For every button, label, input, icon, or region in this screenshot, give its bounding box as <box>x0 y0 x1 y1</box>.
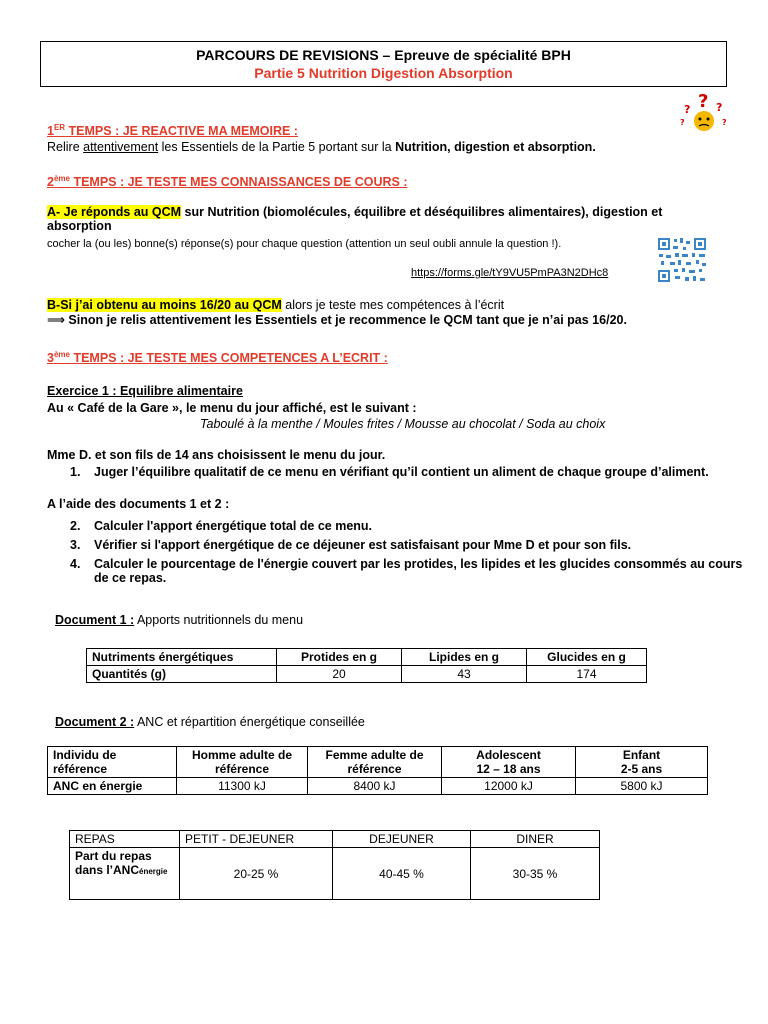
time2-heading: 2ème TEMPS : JE TESTE MES CONNAISSANCES DE COURS : <box>47 174 408 190</box>
docs-intro: A l’aide des documents 1 et 2 : <box>47 497 230 511</box>
time1-instruction: Relire attentivement les Essentiels de la Partie 5 portant sur la Nutrition, digestion et absorption. <box>47 140 596 154</box>
qcm-note: cocher la (ou les) bonne(s) réponse(s) pour chaque question (attention un seul oubli annule la question !). <box>47 238 562 250</box>
question-4: 4. Calculer le pourcentage de l'énergie couvert par les protides, les lipides et les glucides consommés au cours de ce repas. <box>70 557 743 585</box>
title-box <box>40 41 727 87</box>
exercise-intro: Au « Café de la Gare », le menu du jour affiché, est le suivant : <box>47 401 417 415</box>
exercise-context: Mme D. et son fils de 14 ans choisissent le menu du jour. <box>47 448 386 462</box>
table-row: REPAS PETIT - DEJEUNER DEJEUNER DINER <box>70 831 600 848</box>
table-row: ANC en énergie 11300 kJ 8400 kJ 12000 kJ 5800 kJ <box>48 778 708 795</box>
doc2-table <box>47 746 708 795</box>
time1-heading: 1ER TEMPS : JE REACTIVE MA MEMOIRE : <box>47 123 298 139</box>
qcm-followup: B-Si j’ai obtenu au moins 16/20 au QCM alors je teste mes compétences à l’écrit ⟹ Sinon je relis attentivement les Essentiels et je recommence le QCM tant que je n’ai pas 16/20. <box>47 298 627 327</box>
doc2-caption: Document 2 : ANC et répartition énergétique conseillée <box>55 715 365 729</box>
question-1: 1. Juger l’équilibre qualitatif de ce menu en vérifiant qu’il contient un aliment de chaque groupe d’aliment. <box>70 465 709 479</box>
svg-text:?: ? <box>716 101 723 114</box>
confused-emoji-icon <box>678 89 730 135</box>
qcm-instruction: A- Je réponds au QCM sur Nutrition (biomolécules, équilibre et déséquilibres alimentaires), digestion et absorption <box>47 205 663 233</box>
table-row: Nutriments énergétiques Protides en g Lipides en g Glucides en g <box>87 649 647 666</box>
time3-heading: 3ème TEMPS : JE TESTE MES COMPETENCES A L’ECRIT : <box>47 350 388 366</box>
svg-text:?: ? <box>722 118 727 127</box>
table-row: Part du repas dans l’ANCénergie 20-25 % 40-45 % 30-35 % <box>70 848 600 900</box>
question-3: 3. Vérifier si l'apport énergétique de ce déjeuner est satisfaisant pour Mme D et pour son fils. <box>70 538 632 552</box>
table-row: Quantités (g) 20 43 174 <box>87 666 647 683</box>
arrow-icon: ⟹ <box>47 313 65 327</box>
doc1-caption: Document 1 : Apports nutritionnels du menu <box>55 613 304 627</box>
qcm-link[interactable]: https://forms.gle/tY9VU5PmPA3N2DHc8 <box>411 267 609 279</box>
question-2: 2. Calculer l'apport énergétique total de ce menu. <box>70 519 373 533</box>
exercise-menu: Taboulé à la menthe / Moules frites / Mousse au chocolat / Soda au choix <box>200 417 606 431</box>
meal-split-table <box>69 830 600 900</box>
svg-text:?: ? <box>698 91 709 112</box>
page-subtitle: Partie 5 Nutrition Digestion Absorption <box>254 65 513 81</box>
doc1-table <box>86 648 647 683</box>
qr-code-icon <box>656 236 708 284</box>
table-row: Individu de référence Homme adulte de référence Femme adulte de référence Adolescent 12 – 18 ans Enfant 2-5 ans <box>48 747 708 778</box>
svg-text:?: ? <box>684 103 691 116</box>
exercise-title: Exercice 1 : Equilibre alimentaire <box>47 384 243 398</box>
svg-text:?: ? <box>680 118 685 127</box>
page-title: PARCOURS DE REVISIONS – Epreuve de spécialité BPH <box>196 47 571 63</box>
